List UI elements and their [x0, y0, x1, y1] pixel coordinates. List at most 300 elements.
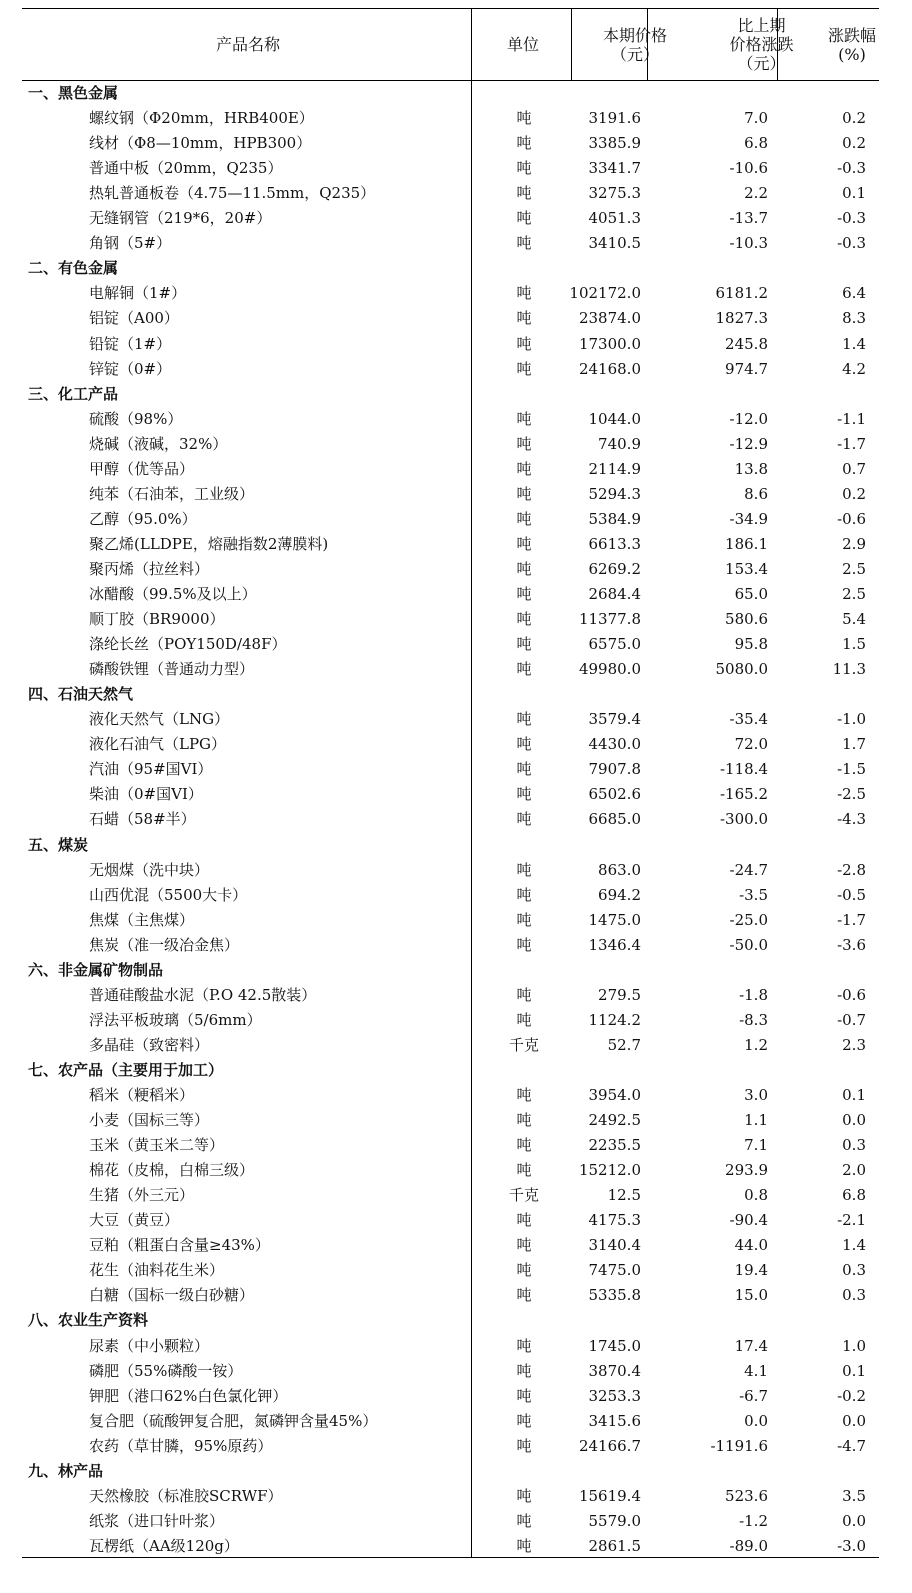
- percent-cell: 0.1: [842, 1086, 866, 1104]
- category-title: 九、林产品: [28, 1461, 104, 1480]
- unit-cell: 吨: [516, 585, 532, 603]
- product-name: 棉花（皮棉，白棉三级）: [89, 1161, 255, 1180]
- price-cell: 15212.0: [578, 1161, 641, 1180]
- price-cell: 1124.2: [588, 1010, 641, 1029]
- change-cell: -10.3: [729, 234, 768, 253]
- percent-cell: -0.5: [837, 885, 866, 904]
- unit-cell: 吨: [516, 159, 532, 178]
- percent-cell: 11.3: [832, 660, 866, 679]
- table-row: [22, 632, 879, 657]
- unit-cell: 吨: [516, 459, 532, 478]
- unit-cell: 吨: [516, 810, 532, 829]
- percent-cell: 2.0: [842, 1161, 866, 1180]
- product-name: 角钢（5#）: [89, 234, 172, 253]
- table-row: [22, 607, 879, 632]
- percent-cell: 0.0: [842, 1511, 866, 1530]
- percent-cell: -0.7: [837, 1010, 866, 1029]
- product-name: 硫酸（98%）: [89, 409, 183, 428]
- price-table: [22, 8, 879, 1558]
- change-cell: 72.0: [734, 735, 768, 754]
- percent-cell: -2.1: [837, 1211, 866, 1230]
- table-row: [22, 357, 879, 382]
- product-name: 烧碱（液碱，32%）: [89, 434, 228, 453]
- table-row: [22, 1233, 879, 1258]
- product-name: 大豆（黄豆）: [89, 1211, 180, 1230]
- category-title: 一、黑色金属: [28, 84, 119, 102]
- table-row: [22, 1509, 879, 1534]
- table-body: [22, 81, 879, 1558]
- unit-cell: 吨: [516, 985, 532, 1004]
- table-row: [22, 732, 879, 757]
- price-cell: 3579.4: [588, 710, 641, 729]
- table-row: [22, 432, 879, 457]
- unit-cell: 吨: [516, 710, 532, 729]
- product-name: 涤纶长丝（POY150D/48F）: [89, 635, 287, 654]
- change-cell: -118.4: [719, 760, 768, 779]
- percent-cell: 0.1: [842, 184, 866, 203]
- percent-cell: -1.7: [837, 910, 866, 929]
- change-cell: -50.0: [729, 935, 768, 954]
- change-cell: 6181.2: [715, 284, 768, 303]
- change-cell: 65.0: [734, 585, 768, 603]
- price-cell: 6269.2: [588, 559, 641, 578]
- product-name: 汽油（95#国VI）: [89, 760, 213, 779]
- product-name: 尿素（中小颗粒）: [89, 1336, 210, 1355]
- price-cell: 694.2: [598, 885, 641, 904]
- change-cell: 1.2: [744, 1035, 768, 1054]
- change-cell: -90.4: [729, 1211, 768, 1230]
- product-name: 聚乙烯(LLDPE，熔融指数2薄膜料): [89, 534, 329, 553]
- price-cell: 2861.5: [588, 1536, 641, 1555]
- unit-cell: 吨: [516, 860, 532, 879]
- table-row: [22, 482, 879, 507]
- price-cell: 2684.4: [588, 585, 641, 603]
- unit-cell: 吨: [516, 1161, 532, 1180]
- product-name: 线材（Φ8—10mm，HPB300）: [89, 134, 312, 153]
- percent-cell: 1.4: [842, 1236, 866, 1255]
- unit-cell: 吨: [516, 1336, 532, 1355]
- category-row: [22, 833, 879, 858]
- change-cell: 974.7: [725, 359, 768, 378]
- price-cell: 4051.3: [588, 209, 641, 228]
- category-title: 七、农产品（主要用于加工）: [28, 1060, 224, 1079]
- category-row: [22, 1058, 879, 1083]
- change-cell: -6.7: [739, 1386, 768, 1405]
- change-cell: -8.3: [739, 1010, 768, 1029]
- table-row: [22, 1534, 879, 1559]
- table-row: [22, 131, 879, 156]
- unit-cell: 吨: [516, 334, 532, 353]
- change-cell: -25.0: [729, 910, 768, 929]
- change-cell: 0.0: [744, 1411, 768, 1430]
- price-cell: 3385.9: [588, 134, 641, 153]
- table-row: [22, 557, 879, 582]
- unit-cell: 吨: [516, 359, 532, 378]
- product-name: 复合肥（硫酸钾复合肥，氮磷钾含量45%）: [89, 1411, 378, 1430]
- change-cell: -10.6: [729, 159, 768, 178]
- unit-cell: 吨: [516, 134, 532, 153]
- product-name: 石蜡（58#半）: [89, 810, 196, 829]
- unit-cell: 吨: [516, 484, 532, 503]
- percent-cell: 0.7: [842, 459, 866, 478]
- change-cell: 4.1: [744, 1361, 768, 1380]
- price-cell: 17300.0: [578, 334, 641, 353]
- change-cell: 245.8: [725, 334, 768, 353]
- change-cell: 2.2: [744, 184, 768, 203]
- table-row: [22, 1258, 879, 1283]
- price-cell: 3275.3: [588, 184, 641, 203]
- change-cell: 1827.3: [715, 309, 768, 328]
- change-cell: 523.6: [725, 1486, 768, 1505]
- price-cell: 3415.6: [588, 1411, 641, 1430]
- product-name: 小麦（国标三等）: [89, 1111, 210, 1130]
- percent-cell: 0.2: [842, 109, 866, 128]
- percent-cell: -2.8: [837, 860, 866, 879]
- percent-cell: -4.7: [837, 1436, 866, 1455]
- product-name: 生猪（外三元）: [89, 1186, 195, 1205]
- unit-cell: 吨: [516, 1436, 532, 1455]
- table-row: [22, 1384, 879, 1409]
- change-cell: 95.8: [734, 635, 768, 654]
- unit-cell: 吨: [516, 760, 532, 779]
- price-cell: 52.7: [607, 1035, 641, 1054]
- product-name: 纯苯（石油苯，工业级）: [89, 484, 255, 503]
- product-name: 天然橡胶（标准胶SCRWF）: [89, 1486, 283, 1505]
- unit-cell: 千克: [508, 1035, 539, 1054]
- percent-cell: 0.3: [842, 1261, 866, 1280]
- product-name: 热轧普通板卷（4.75—11.5mm，Q235）: [89, 184, 376, 203]
- unit-cell: 吨: [516, 1536, 532, 1555]
- percent-cell: 8.3: [842, 309, 866, 328]
- category-row: [22, 256, 879, 281]
- price-cell: 2492.5: [588, 1111, 641, 1130]
- table-row: [22, 206, 879, 231]
- unit-cell: 吨: [516, 785, 532, 804]
- column-divider: [471, 9, 472, 80]
- percent-cell: -4.3: [837, 810, 866, 829]
- percent-cell: 0.1: [842, 1361, 866, 1380]
- change-cell: -35.4: [729, 710, 768, 729]
- price-cell: 4430.0: [588, 735, 641, 754]
- change-cell: -300.0: [719, 810, 768, 829]
- table-row: [22, 1359, 879, 1384]
- category-row: [22, 1308, 879, 1333]
- product-name: 普通中板（20mm，Q235）: [89, 159, 283, 178]
- product-name: 液化天然气（LNG）: [89, 710, 230, 729]
- table-row: [22, 281, 879, 306]
- table-row: [22, 1158, 879, 1183]
- product-name: 多晶硅（致密料）: [89, 1035, 210, 1054]
- percent-cell: 1.4: [842, 334, 866, 353]
- table-row: [22, 106, 879, 131]
- table-row: [22, 858, 879, 883]
- category-title: 八、农业生产资料: [28, 1311, 149, 1330]
- change-cell: -1191.6: [710, 1436, 768, 1455]
- category-title: 五、煤炭: [28, 835, 89, 854]
- product-name: 无烟煤（洗中块）: [89, 860, 210, 879]
- price-cell: 12.5: [607, 1186, 641, 1205]
- product-name: 玉米（黄玉米二等）: [89, 1136, 225, 1155]
- column-divider: [647, 9, 648, 80]
- header-current-price: 本期价格 （元）: [602, 25, 667, 64]
- unit-cell: 吨: [516, 885, 532, 904]
- unit-cell: 吨: [516, 1236, 532, 1255]
- table-row: [22, 1008, 879, 1033]
- unit-cell: 吨: [516, 635, 532, 654]
- category-row: [22, 682, 879, 707]
- price-cell: 863.0: [598, 860, 641, 879]
- table-row: [22, 156, 879, 181]
- unit-cell: 吨: [516, 910, 532, 929]
- category-title: 四、石油天然气: [28, 685, 134, 704]
- unit-cell: 吨: [516, 1010, 532, 1029]
- product-name: 顺丁胶（BR9000）: [89, 610, 225, 629]
- product-name: 浮法平板玻璃（5/6mm）: [89, 1010, 262, 1029]
- change-cell: 13.8: [734, 459, 768, 478]
- product-name: 豆粕（粗蛋白含量≥43%）: [89, 1236, 270, 1255]
- percent-cell: -0.3: [837, 209, 866, 228]
- price-cell: 3410.5: [588, 234, 641, 253]
- price-cell: 7475.0: [588, 1261, 641, 1280]
- unit-cell: 吨: [516, 509, 532, 528]
- change-cell: -13.7: [729, 209, 768, 228]
- table-row: [22, 1083, 879, 1108]
- table-row: [22, 1334, 879, 1359]
- price-cell: 6613.3: [588, 534, 641, 553]
- table-row: [22, 1434, 879, 1459]
- price-cell: 5335.8: [588, 1286, 641, 1305]
- table-row: [22, 908, 879, 933]
- header-product-name: 产品名称: [215, 35, 280, 54]
- percent-cell: -2.5: [837, 785, 866, 804]
- column-divider: [571, 9, 572, 80]
- percent-cell: -0.3: [837, 159, 866, 178]
- change-cell: 293.9: [725, 1161, 768, 1180]
- unit-cell: 吨: [516, 1286, 532, 1305]
- product-name: 锌锭（0#）: [89, 359, 172, 378]
- unit-cell: 吨: [516, 309, 532, 328]
- unit-cell: 吨: [516, 1136, 532, 1155]
- price-cell: 740.9: [598, 434, 641, 453]
- table-row: [22, 1183, 879, 1208]
- table-row: [22, 933, 879, 958]
- column-divider: [777, 9, 778, 80]
- percent-cell: -1.7: [837, 434, 866, 453]
- product-name: 甲醇（优等品）: [89, 459, 195, 478]
- table-row: [22, 1283, 879, 1308]
- unit-cell: 吨: [516, 1086, 532, 1104]
- percent-cell: -1.5: [837, 760, 866, 779]
- percent-cell: 1.5: [842, 635, 866, 654]
- product-name: 磷酸铁锂（普通动力型）: [89, 660, 255, 679]
- unit-cell: 吨: [516, 1361, 532, 1380]
- unit-cell: 吨: [516, 409, 532, 428]
- percent-cell: 2.5: [842, 585, 866, 603]
- unit-cell: 吨: [516, 234, 532, 253]
- table-row: [22, 231, 879, 256]
- table-row: [22, 306, 879, 331]
- product-name: 聚丙烯（拉丝料）: [89, 559, 210, 578]
- percent-cell: -0.3: [837, 234, 866, 253]
- product-name: 柴油（0#国VI）: [89, 785, 203, 804]
- product-name: 山西优混（5500大卡）: [89, 885, 248, 904]
- percent-cell: 4.2: [842, 359, 866, 378]
- change-cell: 153.4: [725, 559, 768, 578]
- unit-cell: 吨: [516, 660, 532, 679]
- change-cell: -12.9: [729, 434, 768, 453]
- table-row: [22, 807, 879, 832]
- price-cell: 5384.9: [588, 509, 641, 528]
- unit-cell: 吨: [516, 1111, 532, 1130]
- change-cell: 6.8: [744, 134, 768, 153]
- change-cell: 17.4: [734, 1336, 768, 1355]
- price-cell: 23874.0: [578, 309, 641, 328]
- category-title: 二、有色金属: [28, 259, 119, 278]
- price-cell: 5294.3: [588, 484, 641, 503]
- unit-cell: 吨: [516, 1386, 532, 1405]
- product-name: 稻米（粳稻米）: [89, 1086, 195, 1104]
- price-cell: 6502.6: [588, 785, 641, 804]
- change-cell: 44.0: [734, 1236, 768, 1255]
- price-cell: 102172.0: [569, 284, 641, 303]
- unit-cell: 吨: [516, 534, 532, 553]
- category-row: [22, 958, 879, 983]
- percent-cell: 0.2: [842, 484, 866, 503]
- change-cell: -12.0: [729, 409, 768, 428]
- price-cell: 3954.0: [588, 1086, 641, 1104]
- change-cell: -3.5: [739, 885, 768, 904]
- product-name: 铝锭（A00）: [89, 309, 179, 328]
- percent-cell: -0.6: [837, 985, 866, 1004]
- price-cell: 5579.0: [588, 1511, 641, 1530]
- table-row: [22, 532, 879, 557]
- price-cell: 2235.5: [588, 1136, 641, 1155]
- table-row: [22, 657, 879, 682]
- unit-cell: 吨: [516, 109, 532, 128]
- product-name: 铅锭（1#）: [89, 334, 172, 353]
- percent-cell: 6.4: [842, 284, 866, 303]
- change-cell: 3.0: [744, 1086, 768, 1104]
- product-name: 电解铜（1#）: [89, 284, 187, 303]
- product-name: 液化石油气（LPG）: [89, 735, 227, 754]
- product-name: 焦炭（准一级冶金焦）: [89, 935, 240, 954]
- product-name: 乙醇（95.0%）: [89, 509, 197, 528]
- percent-cell: 1.7: [842, 735, 866, 754]
- table-row: [22, 507, 879, 532]
- percent-cell: 0.0: [842, 1111, 866, 1130]
- change-cell: 7.0: [744, 109, 768, 128]
- table-row: [22, 1484, 879, 1509]
- percent-cell: -3.6: [837, 935, 866, 954]
- product-name: 花生（油料花生米）: [89, 1261, 225, 1280]
- percent-cell: -1.1: [837, 409, 866, 428]
- percent-cell: 5.4: [842, 610, 866, 629]
- category-row: [22, 382, 879, 407]
- table-row: [22, 1133, 879, 1158]
- price-cell: 6575.0: [588, 635, 641, 654]
- header-unit: 单位: [506, 35, 539, 54]
- table-row: [22, 883, 879, 908]
- price-cell: 49980.0: [578, 660, 641, 679]
- percent-cell: 3.5: [842, 1486, 866, 1505]
- product-name: 白糖（国标一级白砂糖）: [89, 1286, 255, 1305]
- table-row: [22, 782, 879, 807]
- percent-cell: 2.5: [842, 559, 866, 578]
- table-row: [22, 707, 879, 732]
- change-cell: 186.1: [725, 534, 768, 553]
- price-cell: 3140.4: [588, 1236, 641, 1255]
- table-row: [22, 457, 879, 482]
- price-cell: 3870.4: [588, 1361, 641, 1380]
- price-cell: 279.5: [598, 985, 641, 1004]
- change-cell: 8.6: [744, 484, 768, 503]
- percent-cell: 0.3: [842, 1136, 866, 1155]
- change-cell: 1.1: [744, 1111, 768, 1130]
- change-cell: -165.2: [719, 785, 768, 804]
- unit-cell: 吨: [516, 209, 532, 228]
- table-row: [22, 757, 879, 782]
- percent-cell: 1.0: [842, 1336, 866, 1355]
- change-cell: 580.6: [725, 610, 768, 629]
- price-cell: 24168.0: [578, 359, 641, 378]
- percent-cell: -0.6: [837, 509, 866, 528]
- product-name: 螺纹钢（Φ20mm，HRB400E）: [89, 109, 314, 128]
- table-row: [22, 1208, 879, 1233]
- unit-cell: 吨: [516, 1411, 532, 1430]
- price-cell: 1346.4: [588, 935, 641, 954]
- price-cell: 1475.0: [588, 910, 641, 929]
- category-title: 三、化工产品: [28, 384, 119, 403]
- unit-cell: 千克: [508, 1186, 539, 1205]
- product-name: 瓦楞纸（AA级120g）: [89, 1536, 239, 1555]
- header-change-percent: 涨跌幅(%): [827, 25, 876, 64]
- change-cell: 7.1: [744, 1136, 768, 1155]
- product-name: 焦煤（主焦煤）: [89, 910, 195, 929]
- unit-cell: 吨: [516, 935, 532, 954]
- category-row: [22, 1459, 879, 1484]
- table-row: [22, 1409, 879, 1434]
- table-row: [22, 983, 879, 1008]
- change-cell: -89.0: [729, 1536, 768, 1555]
- product-name: 农药（草甘膦，95%原药）: [89, 1436, 273, 1455]
- change-cell: 19.4: [734, 1261, 768, 1280]
- category-row: [22, 81, 879, 106]
- table-row: [22, 407, 879, 432]
- unit-cell: 吨: [516, 1211, 532, 1230]
- unit-cell: 吨: [516, 735, 532, 754]
- percent-cell: 2.3: [842, 1035, 866, 1054]
- price-cell: 15619.4: [578, 1486, 641, 1505]
- table-row: [22, 181, 879, 206]
- price-cell: 7907.8: [588, 760, 641, 779]
- change-cell: 0.8: [744, 1186, 768, 1205]
- percent-cell: 6.8: [842, 1186, 866, 1205]
- price-cell: 3191.6: [588, 109, 641, 128]
- price-cell: 1745.0: [588, 1336, 641, 1355]
- table-row: [22, 332, 879, 357]
- price-cell: 11377.8: [578, 610, 641, 629]
- table-row: [22, 1108, 879, 1133]
- unit-cell: 吨: [516, 284, 532, 303]
- price-cell: 2114.9: [588, 459, 641, 478]
- unit-cell: 吨: [516, 610, 532, 629]
- unit-cell: 吨: [516, 434, 532, 453]
- percent-cell: 0.2: [842, 134, 866, 153]
- change-cell: 15.0: [734, 1286, 768, 1305]
- percent-cell: -0.2: [837, 1386, 866, 1405]
- percent-cell: -3.0: [837, 1536, 866, 1555]
- unit-cell: 吨: [516, 1261, 532, 1280]
